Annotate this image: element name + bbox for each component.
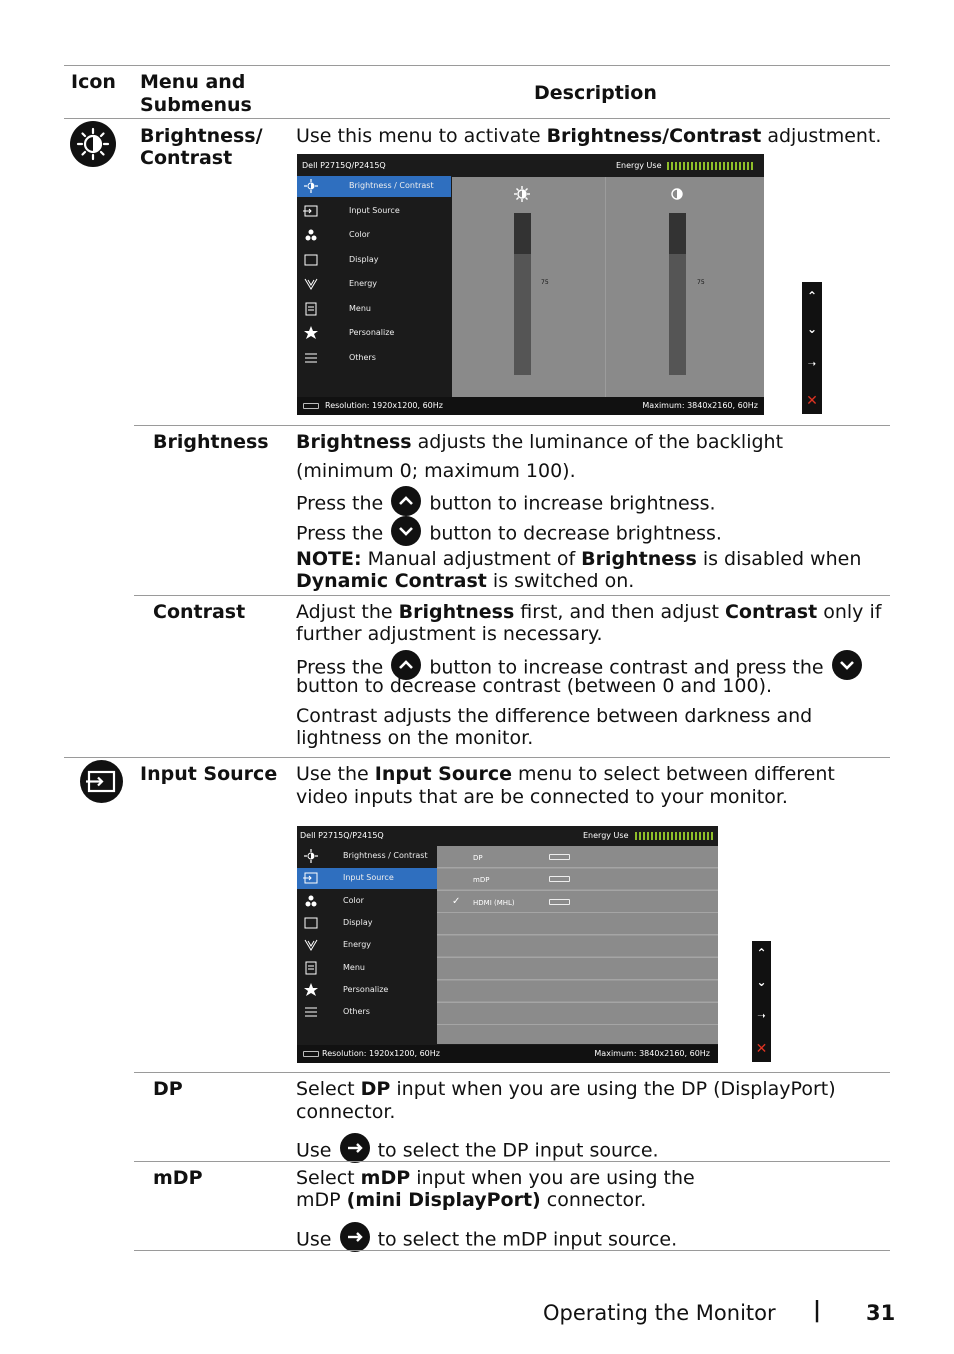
menu-icon [303, 961, 319, 975]
osd-menu-item [297, 869, 447, 889]
checkmark-icon: ✓ [452, 895, 461, 907]
energy-meter [667, 162, 755, 170]
contrast-desc-line4: button to decrease contrast (between 0 and 100). [296, 675, 773, 697]
contrast-desc-line5: Contrast adjusts the difference between darkness and [296, 705, 813, 727]
header-menu-col-line2: Submenus [140, 94, 252, 116]
display-icon [303, 253, 319, 267]
osd-menu-item [297, 251, 447, 271]
monitor-nav-buttons [802, 282, 822, 414]
others-icon [303, 351, 319, 365]
osd-menu-item-label: Others [349, 352, 376, 362]
osd-menu-item-label: Personalize [349, 328, 395, 337]
input-source-desc-line2: video inputs that are be connected to your monitor. [296, 786, 788, 808]
osd-menu-item [297, 847, 447, 867]
osd-menu-item-label: Display [343, 917, 373, 927]
osd-energy-label: Energy Use [616, 161, 662, 170]
osd-contrast-value: 75 [697, 279, 705, 286]
osd-menu-item [297, 349, 447, 369]
input-source-menu-label: Input Source [140, 763, 278, 785]
osd-menu-item-label: Input Source [349, 205, 400, 215]
osd-energy-label: Energy Use [583, 831, 629, 840]
header-menu-col-line1: Menu and [140, 71, 246, 93]
osd-input-option-label: DP [473, 854, 483, 862]
contrast-desc-line1: Adjust the Brightness first, and then adjust Contrast only if [296, 601, 882, 623]
osd-menu-item [297, 936, 447, 956]
osd-menu-item [297, 892, 447, 912]
osd-menu-item [297, 959, 447, 979]
osd-menu-item-label: Menu [349, 303, 371, 313]
mdp-submenu-label: mDP [153, 1167, 203, 1189]
osd-menu-item-label: Energy [349, 279, 378, 288]
right-arrow-icon: ➝ [757, 1011, 766, 1022]
osd-menu-item-label: Others [343, 1007, 370, 1017]
monitor-nav-buttons [752, 941, 771, 1062]
brightness-submenu-label: Brightness [153, 431, 269, 453]
brightness-desc-line4: Press the button to decrease brightness. [296, 519, 722, 549]
brightness-desc-line1: Brightness adjusts the luminance of the backlight [296, 431, 784, 453]
brightness-icon [303, 179, 319, 193]
contrast-desc-line6: lightness on the monitor. [296, 727, 534, 749]
osd-menu-item-label: Energy [343, 940, 372, 950]
contrast-submenu-label: Contrast [153, 601, 246, 623]
close-icon: ✕ [806, 393, 818, 409]
hdmi-connector-icon [303, 1051, 319, 1057]
osd-input-option [437, 869, 718, 889]
osd-menu-item-label: Brightness / Contrast [343, 851, 428, 860]
dp-desc-line3: Use to select the DP input source. [296, 1136, 659, 1166]
down-button-icon [391, 516, 421, 546]
mdp-desc-line2: mDP (mini DisplayPort) connector. [296, 1189, 647, 1211]
osd-maximum: Maximum: 3840x2160, 60Hz [594, 1049, 710, 1058]
energy-icon [303, 938, 319, 952]
osd-title: Dell P2715Q/P2415Q [300, 831, 384, 840]
menu-icon [303, 302, 319, 316]
osd-menu-item [297, 177, 447, 197]
osd-input-option-label: mDP [473, 876, 490, 885]
footer-section-title: Operating the Monitor [543, 1301, 776, 1325]
osd-brightness-sun-icon [513, 185, 531, 203]
right-arrow-button-icon [340, 1222, 370, 1252]
osd-content-panel [452, 177, 764, 397]
brightness-contrast-menu-label-1: Brightness/ [140, 125, 263, 147]
input-source-desc-line1: Use the Input Source menu to select between different [296, 763, 835, 785]
osd-contrast-icon [671, 188, 683, 200]
color-icon [303, 228, 319, 242]
osd-input-source-screenshot [297, 826, 718, 1063]
header-description-col: Description [534, 82, 657, 104]
energy-meter [635, 832, 713, 840]
osd-menu-item [297, 981, 447, 1001]
close-icon: ✕ [755, 1041, 768, 1057]
brightness-note-line2: Dynamic Contrast is switched on. [296, 570, 635, 592]
input-source-icon [303, 871, 319, 885]
osd-menu-item [297, 324, 447, 344]
input-source-icon [303, 204, 319, 218]
osd-panel-divider [605, 177, 606, 397]
osd-brightness-value: 75 [541, 279, 549, 286]
osd-input-option [437, 847, 718, 867]
down-button-icon [832, 650, 862, 680]
osd-input-option-label: HDMI (MHL) [473, 898, 515, 907]
dp-desc-line2: connector. [296, 1101, 396, 1123]
osd-menu-item-label: Input Source [343, 873, 394, 883]
osd-menu-item-label: Color [349, 230, 370, 239]
osd-menu-item-label: Personalize [343, 984, 389, 994]
osd-menu-item-label: Display [349, 254, 379, 264]
up-arrow-icon: ⌃ [806, 289, 818, 303]
right-arrow-icon: ➝ [807, 359, 817, 370]
down-arrow-icon: ⌄ [756, 975, 767, 989]
header-icon-col: Icon [71, 71, 116, 93]
brightness-desc-line3: Press the button to increase brightness. [296, 489, 716, 519]
mdp-desc-line3: Use to select the mDP input source. [296, 1225, 677, 1255]
osd-input-option [437, 892, 718, 912]
osd-brightness-contrast-screenshot [297, 154, 764, 415]
display-icon [303, 916, 319, 930]
osd-menu-item [297, 914, 447, 934]
osd-menu-item [297, 226, 447, 246]
osd-menu-item-label: Brightness / Contrast [349, 181, 434, 190]
right-arrow-button-icon [340, 1133, 370, 1163]
brightness-contrast-description: Use this menu to activate Brightness/Contrast adjustment. [296, 125, 882, 147]
personalize-icon [303, 326, 319, 340]
dp-submenu-label: DP [153, 1078, 183, 1100]
personalize-icon [303, 983, 319, 997]
hdmi-connector-icon [303, 403, 319, 409]
osd-menu-item [297, 202, 447, 222]
osd-resolution: Resolution: 1920x1200, 60Hz [325, 401, 443, 410]
connector-icon [549, 899, 570, 905]
osd-resolution: Resolution: 1920x1200, 60Hz [322, 1049, 440, 1058]
osd-maximum: Maximum: 3840x2160, 60Hz [642, 401, 758, 410]
input-source-icon [80, 760, 123, 803]
others-icon [303, 1005, 319, 1019]
color-icon [303, 894, 319, 908]
up-button-icon [391, 486, 421, 516]
dp-desc-line1: Select DP input when you are using the DP (DisplayPort) [296, 1078, 836, 1100]
up-arrow-icon: ⌃ [756, 946, 767, 960]
energy-icon [303, 277, 319, 291]
brightness-desc-line2: (minimum 0; maximum 100). [296, 460, 576, 482]
brightness-contrast-menu-label-2: Contrast [140, 147, 233, 169]
mdp-desc-line1: Select mDP input when you are using the [296, 1167, 695, 1189]
osd-menu-item-label: Color [343, 895, 364, 905]
connector-icon [549, 876, 570, 882]
down-arrow-icon: ⌄ [806, 322, 818, 336]
footer-separator: | [813, 1298, 822, 1323]
osd-menu-item [297, 300, 447, 320]
osd-contrast-slider [669, 213, 686, 375]
connector-icon [549, 854, 570, 860]
osd-brightness-slider [514, 213, 531, 375]
brightness-note-line1: NOTE: Manual adjustment of Brightness is disabled when [296, 548, 862, 570]
osd-menu-item [297, 1003, 447, 1023]
osd-menu-item [297, 275, 447, 295]
osd-title: Dell P2715Q/P2415Q [302, 161, 386, 170]
brightness-contrast-icon [70, 121, 116, 167]
contrast-desc-line3: Press the button to increase contrast and press the [296, 653, 864, 683]
brightness-icon [303, 849, 319, 863]
page-number: 31 [866, 1301, 896, 1325]
contrast-desc-line2: further adjustment is necessary. [296, 623, 603, 645]
osd-menu-item-label: Menu [343, 962, 365, 972]
